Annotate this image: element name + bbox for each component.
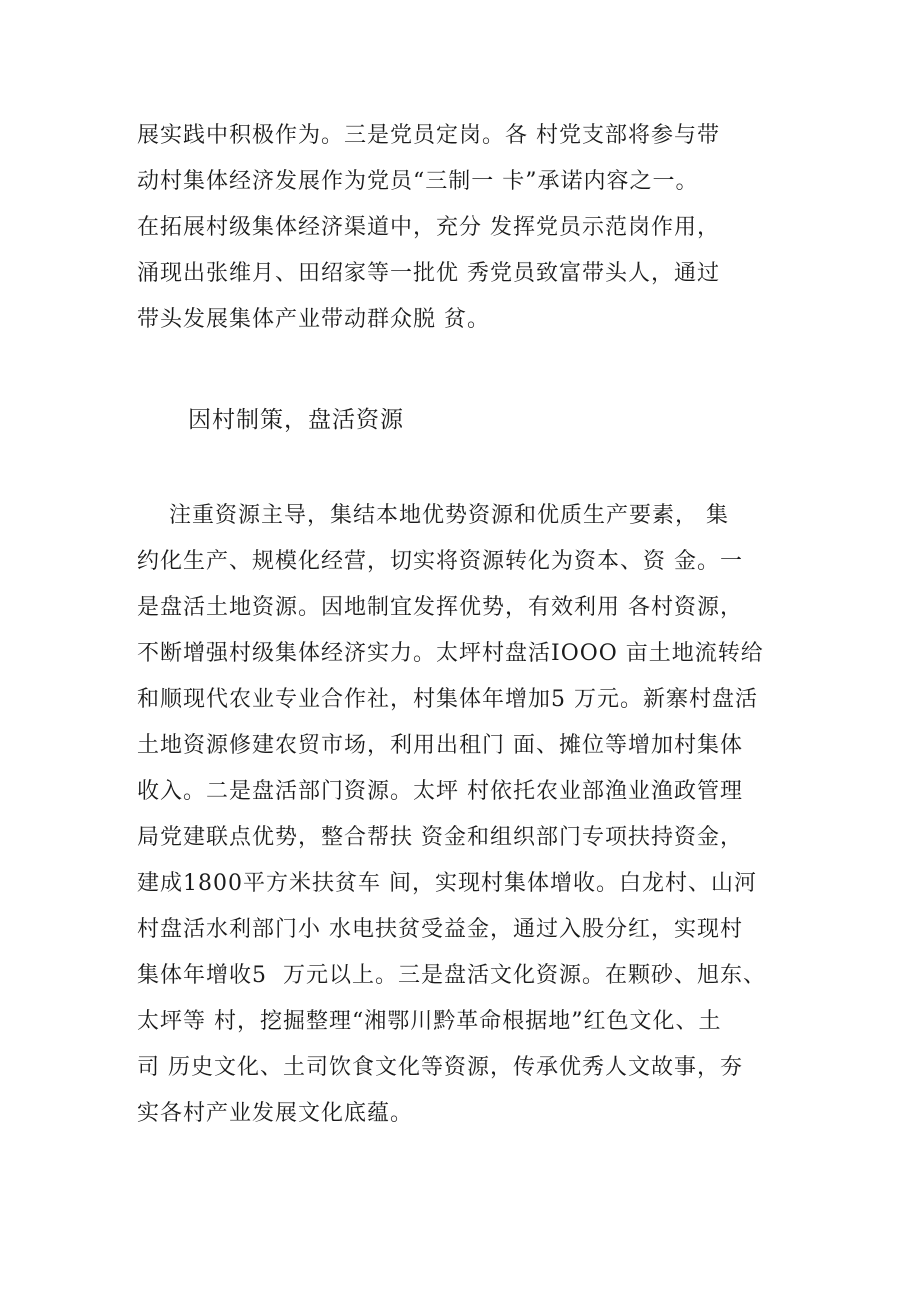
text-line: 约化生产、规模化经营，切实将资源转化为资本、资 金。一 [137,549,743,574]
text-line: 集体年增收5 万元以上。三是盘活文化资源。在颗砂、旭东、 [137,963,766,988]
text-line: 动村集体经济发展作为党员“三制一 卡”承诺内容之一。 [137,169,699,194]
text-line: 展实践中积极作为。三是党员定岗。各 村党支部将参与带 [137,123,720,148]
text-line: 是盘活土地资源。因地制宜发挥优势，有效利用 各村资源， [137,595,743,620]
text-line: 不断增强村级集体经济实力。太坪村盘活IOOO 亩土地流转给 [137,641,764,666]
text-line: 土地资源修建农贸市场，利用出租门 面、摊位等增加村集体 [137,733,743,758]
text-line: 和顺现代农业专业合作社，村集体年增加5 万元。新寨村盘活 [137,687,758,712]
section-heading: 因村制策，盘活资源 [188,407,404,433]
text-line: 涌现出张维月、田绍家等一批优 秀党员致富带头人，通过 [137,261,720,286]
text-line: 局党建联点优势，整合帮扶 资金和组织部门专项扶持资金， [137,825,743,850]
text-line: 司 历史文化、土司饮食文化等资源，传承优秀人文故事，夯 [137,1055,743,1080]
text-line: 带头发展集体产业带动群众脱 贫。 [137,307,490,332]
text-line: 太坪等 村，挖掘整理“湘鄂川黔革命根据地”红色文化、土 [137,1009,722,1034]
text-line: 收入。二是盘活部门资源。太坪 村依托农业部渔业渔政管理 [137,779,743,804]
text-line: 建成1800平方米扶贫车 间，实现村集体增收。白龙村、山河 [137,871,757,896]
text-line: 实各村产业发展文化底蕴。 [137,1101,414,1126]
text-line: 注重资源主导，集结本地优势资源和优质生产要素， 集 [137,503,729,528]
text-line: 村盘活水利部门小 水电扶贫受益金，通过入股分红，实现村 [137,917,743,942]
text-line: 在拓展村级集体经济渠道中，充分 发挥党员示范岗作用， [137,215,720,240]
